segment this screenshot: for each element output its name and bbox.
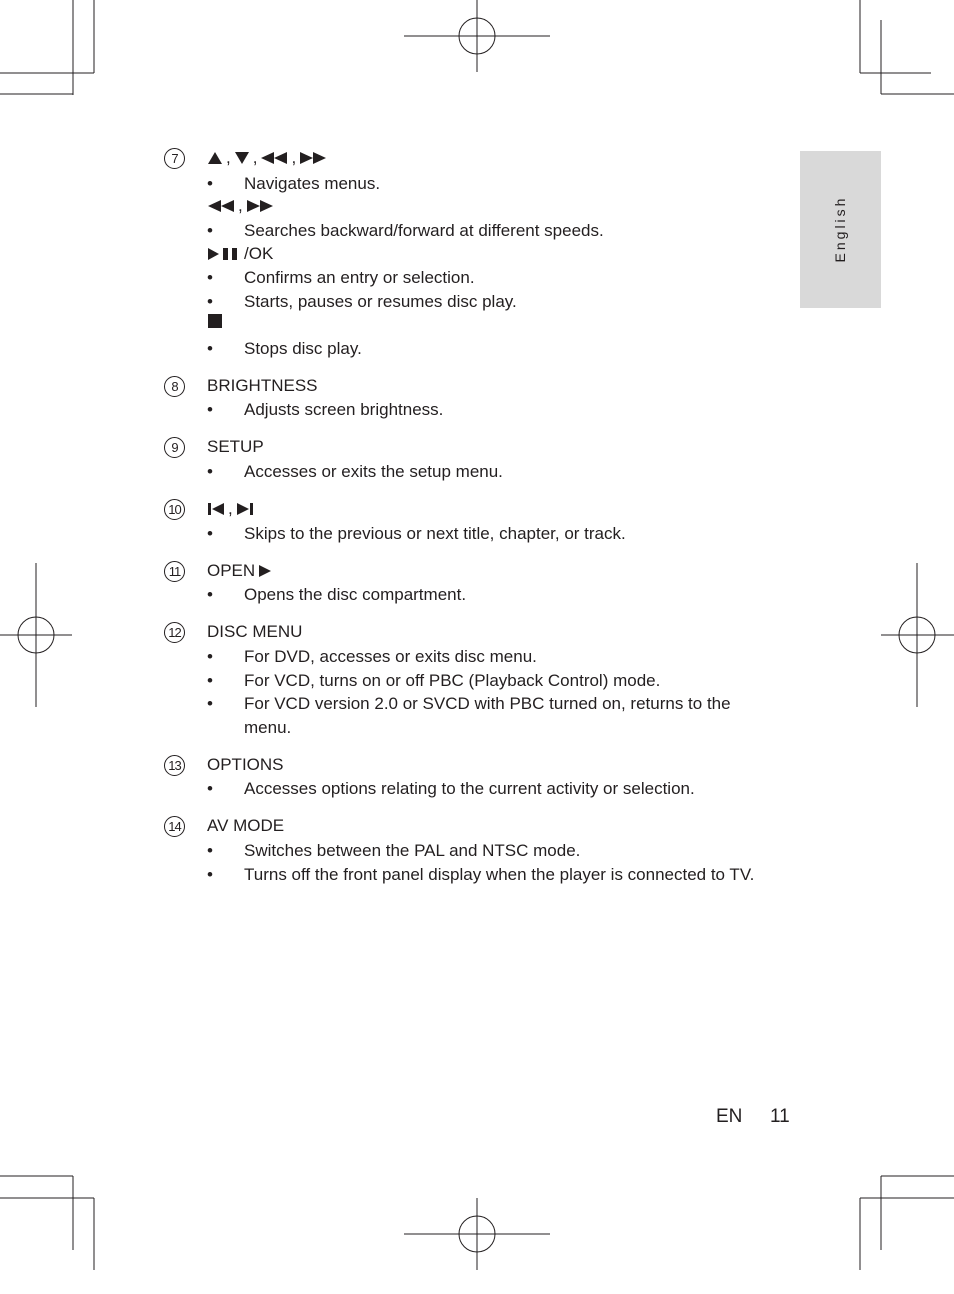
skip-symbols: ,: [207, 498, 254, 520]
item-12-text-2: For VCD, turns on or off PBC (Playback Control) mode.: [244, 671, 661, 690]
rewind-icon: [207, 199, 235, 213]
bullet-dot: •: [207, 462, 213, 481]
item-number-13: 13: [164, 755, 185, 776]
item-11-title-row: [207, 560, 272, 582]
item-14-text-1: Switches between the PAL and NTSC mode.: [244, 841, 581, 860]
item-14-text-2: Turns off the front panel display when the player is connected to TV.: [244, 865, 755, 884]
play-pause-icon: [207, 247, 241, 261]
item-8-text-1: Adjusts screen brightness.: [244, 400, 444, 419]
item-number-9: 9: [164, 437, 185, 458]
nav-symbols: , , ,: [207, 147, 327, 169]
search-symbols: ,: [207, 195, 274, 217]
item-number-10: 10: [164, 499, 185, 520]
play-pause-ok-symbols: [207, 243, 273, 265]
bullet-dot: •: [207, 671, 213, 690]
bullet-dot: •: [207, 524, 213, 543]
bullet-dot: •: [207, 221, 213, 240]
item-13-text-1: Accesses options relating to the current activity or selection.: [244, 779, 695, 798]
item-number-14: 14: [164, 816, 185, 837]
item-number-12: 12: [164, 622, 185, 643]
footer-language: EN: [716, 1106, 743, 1127]
item-7-text-5: Stops disc play.: [244, 339, 362, 358]
previous-icon: [207, 502, 225, 516]
rewind-icon: [260, 151, 288, 165]
item-12-text-3: For VCD version 2.0 or SVCD with PBC turned on, returns to the: [244, 694, 731, 713]
language-tab-label: English: [832, 195, 848, 263]
item-13-title: OPTIONS: [207, 755, 284, 774]
item-12-text-3-cont: menu.: [244, 718, 292, 737]
item-7-text-4: Starts, pauses or resumes disc play.: [244, 292, 517, 311]
item-14-title: AV MODE: [207, 816, 285, 835]
item-number-7: 7: [164, 148, 185, 169]
stop-icon: [207, 313, 223, 329]
bullet-dot: •: [207, 694, 213, 713]
item-number-8: 8: [164, 376, 185, 397]
item-9-title: SETUP: [207, 437, 264, 456]
bullet-dot: •: [207, 174, 213, 193]
fast-forward-icon: [246, 199, 274, 213]
item-7-text-3: Confirms an entry or selection.: [244, 268, 475, 287]
bullet-dot: •: [207, 585, 213, 604]
language-tab: [800, 151, 881, 308]
ok-label: /OK: [244, 244, 274, 263]
bullet-dot: •: [207, 779, 213, 798]
bullet-dot: •: [207, 400, 213, 419]
item-12-text-1: For DVD, accesses or exits disc menu.: [244, 647, 537, 666]
page-number: 11: [770, 1106, 790, 1127]
play-icon: [258, 564, 272, 578]
item-10-text-1: Skips to the previous or next title, chapter, or track.: [244, 524, 626, 543]
item-9-text-1: Accesses or exits the setup menu.: [244, 462, 503, 481]
bullet-dot: •: [207, 841, 213, 860]
bullet-dot: •: [207, 292, 213, 311]
item-8-title: BRIGHTNESS: [207, 376, 318, 395]
item-number-11: 11: [164, 561, 185, 582]
down-triangle-icon: [234, 151, 250, 165]
bullet-dot: •: [207, 865, 213, 884]
bullet-dot: •: [207, 647, 213, 666]
item-7-text-1: Navigates menus.: [244, 174, 381, 193]
bullet-dot: •: [207, 339, 213, 358]
stop-symbol: [207, 313, 223, 329]
item-11-title: OPEN: [207, 561, 256, 580]
item-7-text-2: Searches backward/forward at different speeds.: [244, 221, 604, 240]
item-11-text-1: Opens the disc compartment.: [244, 585, 467, 604]
bullet-dot: •: [207, 268, 213, 287]
item-12-title: DISC MENU: [207, 622, 303, 641]
up-triangle-icon: [207, 151, 223, 165]
fast-forward-icon: [299, 151, 327, 165]
next-icon: [236, 502, 254, 516]
